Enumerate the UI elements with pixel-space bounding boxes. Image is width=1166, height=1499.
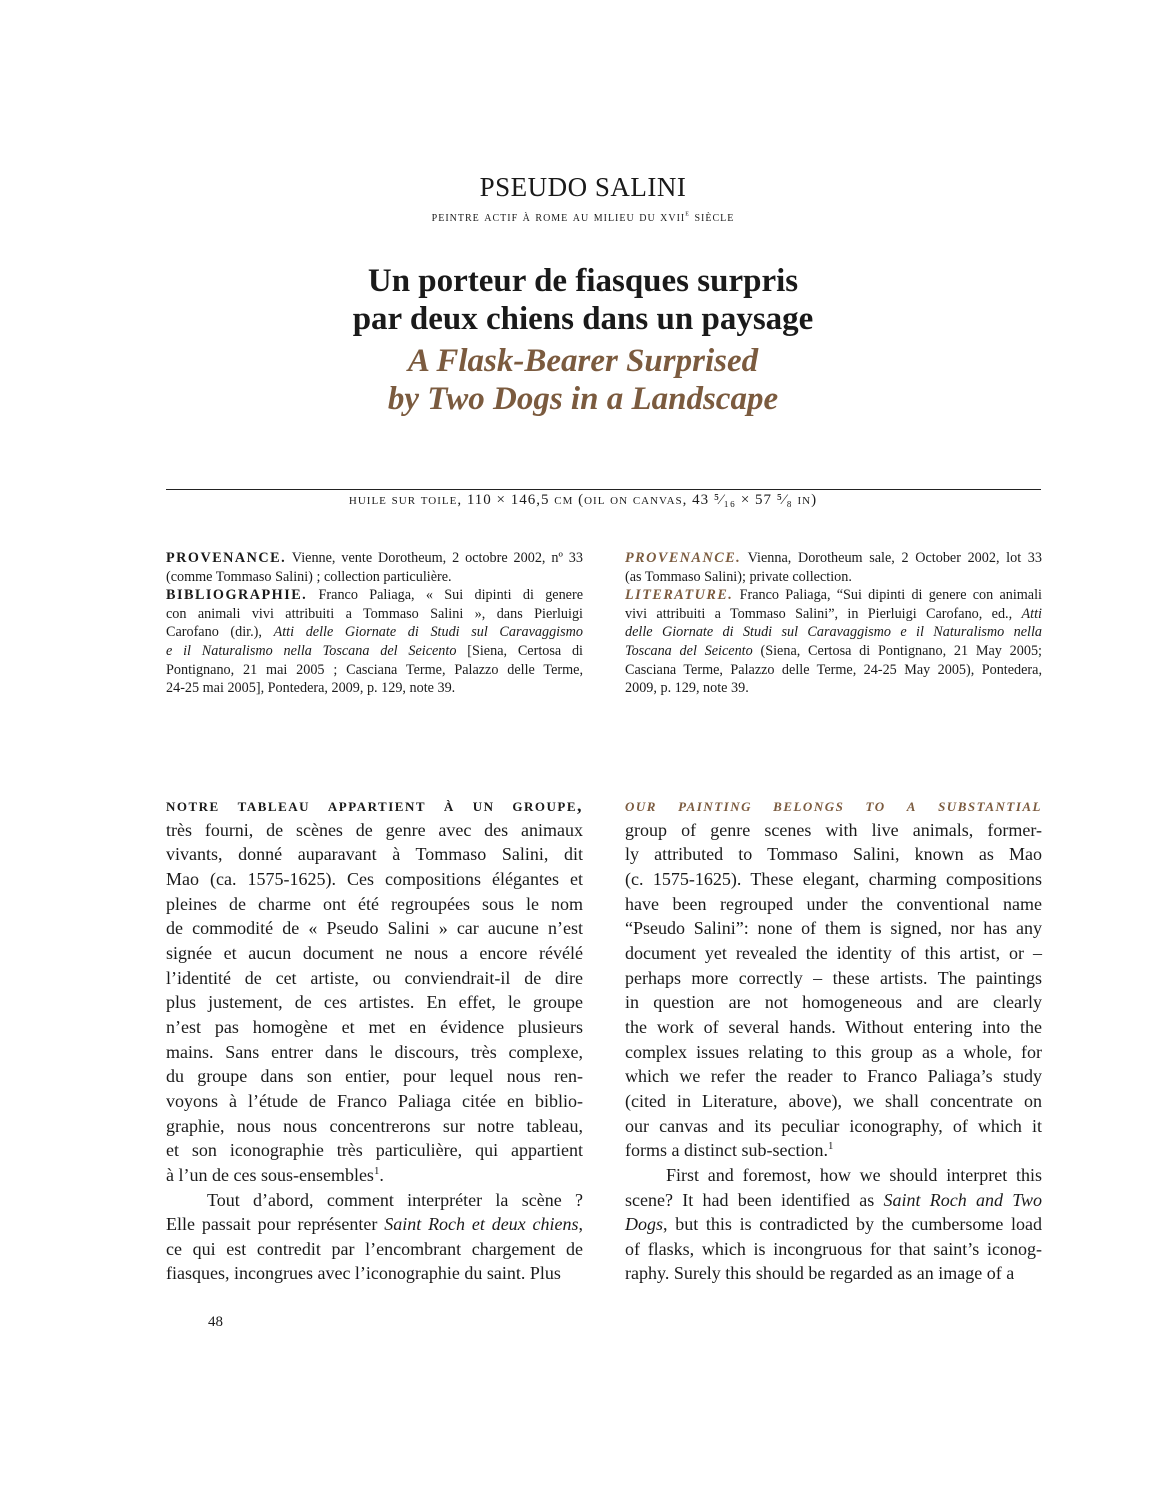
text-line [625, 1114, 1042, 1139]
text-segment: Franco Paliaga, « Sui dipinti di genere [307, 587, 583, 604]
text-segment: “Pseudo Salini”: none of them is signed, nor has any [625, 918, 1042, 939]
text-segment: raphy. Surely this should be regarded as an image of a [625, 1263, 1015, 1284]
footnote-ref: 1 [373, 1164, 380, 1177]
text-line [166, 793, 583, 818]
text-line [625, 1064, 1042, 1089]
text-segment: Elle passait pour représenter [166, 1214, 385, 1235]
text-segment: 2009, p. 129, note 39. [625, 680, 749, 697]
text-segment: , but this is contradicted by the cumbersome load [663, 1214, 1042, 1235]
text-segment: First and foremost, how we should interpret this [666, 1164, 1042, 1185]
text-segment: Casciana Terme, Palazzo delle Terme, 24-25 May 2005), Pontedera, [625, 661, 1042, 678]
text-segment: Dogs [625, 1214, 664, 1235]
text-line [625, 1040, 1042, 1065]
text-line [166, 1114, 583, 1139]
text-segment: Saint Roch et deux chiens [384, 1214, 579, 1235]
text-line [625, 568, 1042, 587]
text-line [625, 1261, 1042, 1286]
text-segment: (cited in Literature, above), we shall concentrate on [625, 1090, 1042, 1111]
text-segment: delle Giornate di Studi sul Caravaggismo e il Naturalismo nella [625, 624, 1042, 641]
notes-french [166, 549, 583, 698]
text-segment: n’est pas homogène et met en évidence plusieurs [166, 1016, 583, 1037]
section-label: PROVENANCE. [166, 550, 287, 566]
text-line [625, 623, 1042, 642]
text-line [625, 586, 1042, 605]
text-segment: (Siena, Certosa di Pontignano, 21 May 2005; [752, 642, 1042, 659]
section-label: notre tableau appartient à un groupe, [166, 795, 583, 815]
text-segment: très fourni, de scènes de genre avec des animaux [166, 819, 583, 840]
text-line [166, 1064, 583, 1089]
text-line [625, 1237, 1042, 1262]
text-line [166, 605, 583, 624]
text-line [166, 549, 583, 568]
body-text-english [625, 793, 1042, 1286]
medium-dimensions: huile sur toile, 110 × 146,5 cm (oil on canvas, 43 ⁵⁄₁₆ × 57 ⁵⁄₈ in) [348, 492, 818, 508]
text-segment: which we refer the reader to Franco Paliaga’s study [625, 1066, 1042, 1087]
text-segment: voyons à l’étude de Franco Paliaga citée en biblio- [166, 1090, 583, 1111]
text-segment: ly attributed to Tommaso Salini, known as Mao [625, 844, 1042, 865]
text-segment: plus justement, de ces artistes. En effet, le groupe [166, 992, 583, 1013]
section-label: PROVENANCE. [625, 550, 742, 566]
text-segment: vivi attribuiti a Tommaso Salini”, in Pierluigi Carofano, ed., [625, 605, 1022, 622]
artist-description-end: siècle [689, 210, 735, 225]
text-segment: group of genre scenes with live animals, former- [625, 819, 1042, 840]
text-segment: (as Tommaso Salini); private collection. [625, 568, 852, 585]
text-line [625, 549, 1042, 568]
text-segment: forms a distinct sub-section. [625, 1140, 828, 1161]
text-segment: à l’un de ces sous-ensembles [166, 1164, 374, 1185]
text-line [625, 941, 1042, 966]
text-segment: Mao (ca. 1575-1625). Ces compositions élégantes et [166, 868, 583, 889]
notes-english [625, 549, 1042, 698]
text-line [166, 661, 583, 680]
section-label: LITERATURE. [625, 587, 734, 604]
text-line [625, 867, 1042, 892]
text-segment: l’identité de cet artiste, ou conviendrait-il de dire [166, 967, 583, 988]
text-segment: [Siena, Certosa di [456, 642, 584, 659]
title-english [0, 342, 1166, 418]
text-segment: Toscana del Seicento [625, 642, 753, 659]
artist-description-text: peintre actif à rome au milieu du xvii [431, 210, 686, 225]
text-segment: Vienne, vente Dorotheum, 2 octobre 2002, nº 33 [286, 550, 583, 566]
text-line [166, 818, 583, 843]
text-segment: et son iconographie très particulière, qui appartient [166, 1140, 583, 1161]
text-segment: complex issues relating to this group as a whole, for [625, 1041, 1042, 1062]
text-segment: con animali vivi attribuiti a Tommaso Salini », dans Pierluigi [166, 605, 583, 622]
text-line [166, 842, 583, 867]
text-line [166, 642, 583, 661]
text-line [166, 1261, 583, 1286]
text-segment: our canvas and its peculiar iconography, of which it [625, 1115, 1042, 1136]
century-superscript: e [685, 208, 690, 218]
text-segment: have been regrouped under the conventional name [625, 893, 1042, 914]
text-line [166, 916, 583, 941]
page-number: 48 [208, 1314, 223, 1330]
title-english-line: by Two Dogs in a Landscape [387, 381, 779, 417]
text-line [166, 1212, 583, 1237]
text-line [166, 679, 583, 698]
text-line [166, 966, 583, 991]
text-line [166, 990, 583, 1015]
body-text-french [166, 793, 583, 1286]
section-label: our painting belongs to a substantial [625, 795, 1042, 815]
text-line [166, 1237, 583, 1262]
title-french-line: Un porteur de fiasques surpris [367, 263, 799, 299]
footnote-ref: 1 [827, 1140, 834, 1153]
text-segment: ce qui est contredit par l’encombrant chargement de [166, 1238, 583, 1259]
text-segment: , [578, 1214, 583, 1235]
text-line [166, 867, 583, 892]
text-segment: 24-25 mai 2005], Pontedera, 2009, p. 129, note 39. [166, 680, 456, 697]
text-segment: vivants, donné auparavant à Tommaso Salini, dit [166, 844, 583, 865]
text-line [625, 892, 1042, 917]
text-segment: signée et aucun document ne nous a encore révélé [166, 942, 583, 963]
text-line [625, 679, 1042, 698]
text-segment: fiasques, incongrues avec l’iconographie du saint. Plus [166, 1263, 561, 1284]
text-line [166, 586, 583, 605]
text-line [166, 1163, 583, 1188]
text-line [625, 1163, 1042, 1188]
text-segment: . [379, 1164, 384, 1185]
text-line [166, 1188, 583, 1213]
text-segment: Atti delle Giornate di Studi sul Caravaggismo [273, 624, 583, 641]
text-segment: Tout d’abord, comment interpréter la scène ? [207, 1189, 583, 1210]
text-segment: Atti [1021, 605, 1042, 622]
text-segment: document yet revealed the identity of this artist, or – [625, 942, 1042, 963]
title-french [0, 262, 1166, 338]
text-segment: de commodité de « Pseudo Salini » car aucune n’est [166, 918, 583, 939]
divider-rule [166, 489, 1041, 490]
text-segment: Saint Roch and Two [883, 1189, 1042, 1210]
text-line [166, 1040, 583, 1065]
text-segment: du groupe dans son entier, pour lequel nous ren- [166, 1066, 583, 1087]
text-line [625, 642, 1042, 661]
text-line [166, 1089, 583, 1114]
text-line [625, 1138, 1042, 1163]
text-line [625, 966, 1042, 991]
text-line [625, 990, 1042, 1015]
text-line [166, 1015, 583, 1040]
section-label: BIBLIOGRAPHIE. [166, 587, 308, 604]
text-line [166, 941, 583, 966]
text-line [625, 1089, 1042, 1114]
text-segment: Vienna, Dorotheum sale, 2 October 2002, lot 33 [741, 550, 1042, 566]
text-line [166, 892, 583, 917]
text-line [625, 661, 1042, 680]
text-segment: (comme Tommaso Salini) ; collection particulière. [166, 568, 452, 585]
text-segment: mains. Sans entrer dans le discours, très complexe, [166, 1041, 583, 1062]
text-line [166, 623, 583, 642]
text-line [625, 818, 1042, 843]
text-segment: pleines de charme ont été regroupées sous le nom [166, 893, 583, 914]
text-segment: in question are not homogeneous and are clearly [625, 992, 1042, 1013]
text-line [625, 916, 1042, 941]
text-line [166, 1138, 583, 1163]
artist-description [0, 210, 1166, 226]
title-french-line: par deux chiens dans un paysage [352, 301, 814, 337]
text-segment: the work of several hands. Without entering into the [625, 1016, 1042, 1037]
text-line [625, 1212, 1042, 1237]
text-line [625, 605, 1042, 624]
title-english-line: A Flask-Bearer Surprised [407, 343, 759, 379]
text-segment: Franco Paliaga, “Sui dipinti di genere con animali [733, 587, 1042, 604]
text-segment: perhaps more correctly – these artists. The paintings [625, 967, 1042, 988]
text-segment: Carofano (dir.), [166, 624, 274, 641]
text-line [625, 1188, 1042, 1213]
text-segment: Pontignano, 21 mai 2005 ; Casciana Terme, Palazzo delle Terme, [166, 661, 583, 678]
text-line [625, 842, 1042, 867]
text-segment: (c. 1575-1625). These elegant, charming compositions [625, 868, 1042, 889]
text-segment: e il Naturalismo nella Toscana del Seicento [166, 642, 457, 659]
artist-name: PSEUDO SALINI [479, 172, 687, 202]
text-segment: graphie, nous nous concentrerons sur notre tableau, [166, 1115, 583, 1136]
text-line [625, 793, 1042, 818]
text-line [625, 1015, 1042, 1040]
text-line [166, 568, 583, 587]
text-segment: scene? It had been identified as [625, 1189, 884, 1210]
text-segment: of flasks, which is incongruous for that saint’s iconog- [625, 1238, 1042, 1259]
